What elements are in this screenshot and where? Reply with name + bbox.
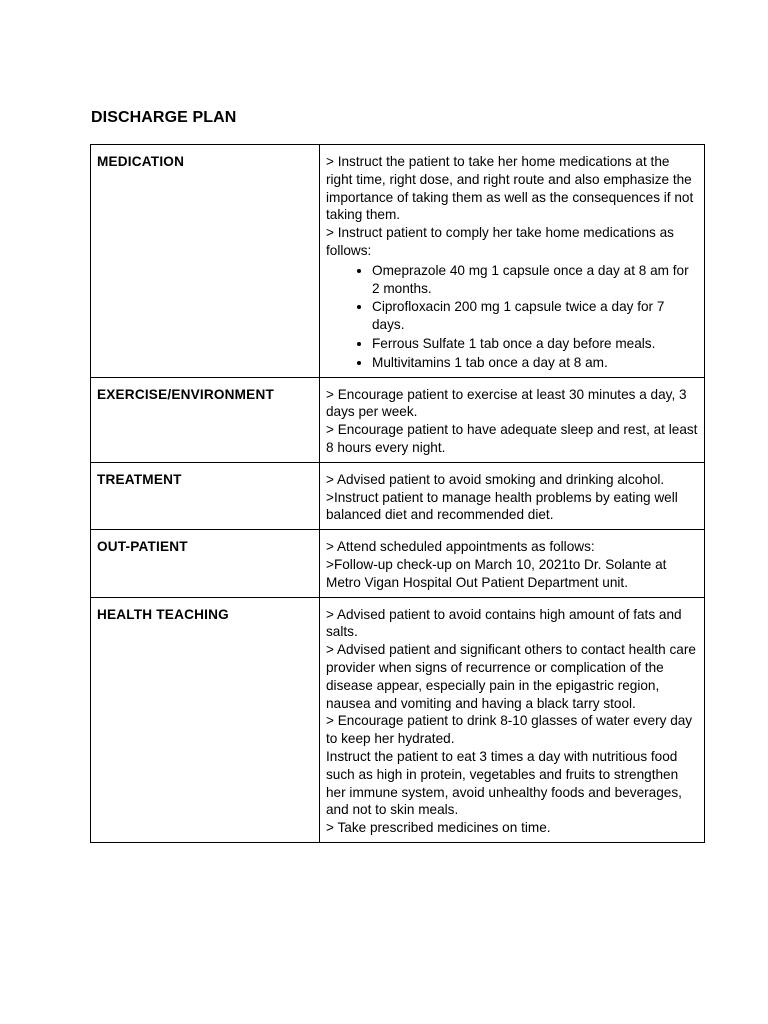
- row-content: [320, 597, 705, 842]
- discharge-plan-table: [90, 144, 705, 843]
- row-content: [320, 377, 705, 462]
- content-line: > Advised patient and significant others to contact health care provider when signs of recurrence or complication of the disease appear, especially pain in the epigastric region, nausea and vomiting and having a black tarry stool.: [326, 642, 696, 711]
- page-title: DISCHARGE PLAN: [91, 109, 237, 126]
- content-line: >Follow-up check-up on March 10, 2021to Dr. Solante at Metro Vigan Hospital Out Patient Department unit.: [326, 556, 667, 590]
- medication-list: [326, 262, 698, 372]
- list-item: • Multivitamins 1 tab once a day at 8 am.: [372, 354, 698, 372]
- list-item: • Ciprofloxacin 200 mg 1 capsule twice a day for 7 days.: [372, 298, 698, 334]
- content-line: > Advised patient to avoid contains high amount of fats and salts.: [326, 606, 682, 640]
- content-line: > Instruct the patient to take her home medications at the right time, right dose, and right route and also emphasize the importance of taking them as well as the consequences if not taking them.: [326, 154, 694, 223]
- table-row-health-teaching: [91, 597, 705, 842]
- content-line: > Encourage patient to have adequate sleep and rest, at least 8 hours every night.: [326, 422, 698, 455]
- row-content: [320, 462, 705, 529]
- content-line: > Instruct patient to comply her take home medications as follows:: [326, 225, 674, 258]
- row-content: [320, 530, 705, 597]
- table-row-out-patient: [91, 530, 705, 597]
- table-row-treatment: [91, 462, 705, 529]
- content-line: > Take prescribed medicines on time.: [326, 820, 551, 836]
- content-line: > Encourage patient to exercise at least 30 minutes a day, 3 days per week.: [326, 386, 687, 420]
- table-row-medication: [91, 145, 705, 378]
- row-label: MEDICATION: [91, 145, 320, 378]
- content-line: > Encourage patient to drink 8-10 glasses of water every day to keep her hydrated.: [326, 713, 693, 747]
- row-content: [320, 145, 705, 378]
- content-line: > Attend scheduled appointments as follows:: [326, 539, 595, 555]
- list-item: • Ferrous Sulfate 1 tab once a day before meals.: [372, 335, 698, 353]
- row-label: TREATMENT: [91, 462, 320, 529]
- row-label: OUT-PATIENT: [91, 530, 320, 597]
- content-line: > Advised patient to avoid smoking and drinking alcohol.: [326, 471, 665, 487]
- row-label: HEALTH TEACHING: [91, 597, 320, 842]
- content-line: Instruct the patient to eat 3 times a day with nutritious food such as high in protein, vegetables and fruits to strengthen her immune system, avoid unhealthy foods and beverages, and not to skin meals.: [326, 748, 682, 818]
- row-label: EXERCISE/ENVIRONMENT: [91, 377, 320, 462]
- table-row-exercise-environment: [91, 377, 705, 462]
- list-item: • Omeprazole 40 mg 1 capsule once a day at 8 am for 2 months.: [372, 262, 698, 298]
- content-line: >Instruct patient to manage health problems by eating well balanced diet and recommended diet.: [326, 489, 678, 523]
